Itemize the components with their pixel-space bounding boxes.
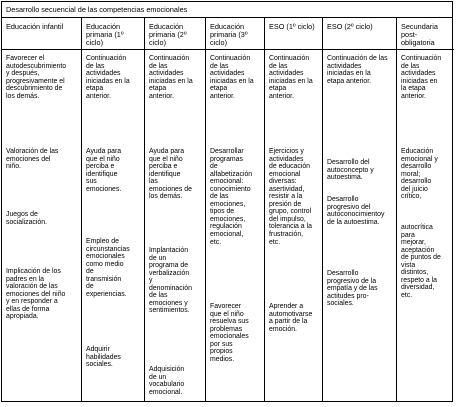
column-secundaria-post-obligatoria [396, 18, 454, 401]
table-cell: Valoración de las emociones del niño. [6, 148, 59, 171]
competencias-table [1, 1, 453, 402]
table-cell: Continuación de las actividades iniciadas en la etapa anterior. [401, 55, 442, 100]
column-header-text: Educación infantil [6, 22, 64, 31]
table-cell: Ejercicios y actividades de educación emocional diversas: asertividad, resistir a la presión de grupo, control del impulso, tolerancia a la frustración, etc. [269, 148, 312, 246]
column-header-text: Secundaria post- obligatoria [401, 22, 438, 47]
table-cell: Desarrollar programas de alfabetización emocional: conocimiento de las emociones, tipos de emociones, regulación emocional, etc. [210, 148, 253, 246]
table-cell: Desarrollo progresivo del autoconocimientoy de la autoestima. [327, 196, 385, 226]
table-cell: Continuación de las actividades iniciadas en la etapa anterior. [210, 55, 254, 100]
table-cell: Ayuda para que el niño perciba e identifique sus emociones. [86, 148, 122, 193]
column-header [145, 18, 205, 50]
table-cell: Continuación de las actividades iniciadas en la etapa anterior. [149, 55, 193, 100]
column-header-text: ESO (2º ciclo) [327, 22, 373, 31]
column-header [206, 18, 264, 50]
column-header [2, 18, 81, 50]
table-cell: Continuación de las actividades iniciadas en la etapa anterior. [269, 55, 313, 100]
column-header-text: ESO (1º ciclo) [269, 22, 315, 31]
column-eso-1-ciclo [264, 18, 322, 401]
column-primaria-1-ciclo [81, 18, 144, 401]
column-header-text: Educación primaria (2º ciclo) [149, 22, 187, 47]
table-cell: Desarrollo progresivo de la empatía y de las actitudes pro- sociales. [327, 270, 378, 308]
table-cell: Desarrollo del autoconcepto y autoestima. [327, 159, 374, 182]
table-cell: Implicación de los padres en la valoración de las emociones del niño y en responder a ellas de forma apropiada. [6, 268, 66, 321]
table-cell: Juegos de socialización. [6, 211, 47, 226]
column-primaria-2-ciclo [144, 18, 205, 401]
table-cell: Continuación de las actividades iniciadas en la etapa anterior. [327, 55, 388, 85]
table-cell: autocrítica para mejorar, aceptación de puntos de vista distintos, respeto a la diversidad, etc. [401, 224, 441, 299]
table-cell: Aprender a automotivarse a partir de la emoción. [269, 303, 313, 333]
column-header [82, 18, 144, 50]
table-title-row [2, 2, 452, 18]
table-cell: Continuación de las actividades iniciadas en la etapa anterior. [86, 55, 130, 100]
column-header-text: Educación primaria (1º ciclo) [86, 22, 124, 47]
table-cell: Implantación de un programa de verbalización y denominación de las emociones y sentimientos. [149, 247, 192, 315]
table-cell: Adquirir habilidades sociales. [86, 346, 121, 369]
table-cell: Ayuda para que el niño perciba e identifique las emociones de los demás. [149, 148, 192, 201]
table-cell: Favorecer el autodescubrimiento y después, progresivamente el descubrimiento de los demás. [6, 55, 67, 100]
column-header [323, 18, 396, 50]
column-educacion-infantil [2, 18, 81, 401]
column-header [397, 18, 454, 50]
column-eso-2-ciclo [322, 18, 396, 401]
column-primaria-3-ciclo [205, 18, 264, 401]
table-cell: Adquisición de un vocabulario emocional. [149, 366, 185, 396]
column-header [265, 18, 322, 50]
table-cell: Empleo de circunstancias emocionales como medio de transmisión de experiencias. [86, 238, 130, 298]
table-title: Desarrollo secuencial de las competencias emocionales [6, 5, 188, 14]
column-header-text: Educación primaria (3º ciclo) [210, 22, 248, 47]
table-cell: Favorecer que el niño resuelva sus problemas emocionales por sus propios medios. [210, 303, 249, 363]
table-cell: Educación emocional y desarrollo moral; desarrollo del juicio crítico, [401, 148, 438, 201]
